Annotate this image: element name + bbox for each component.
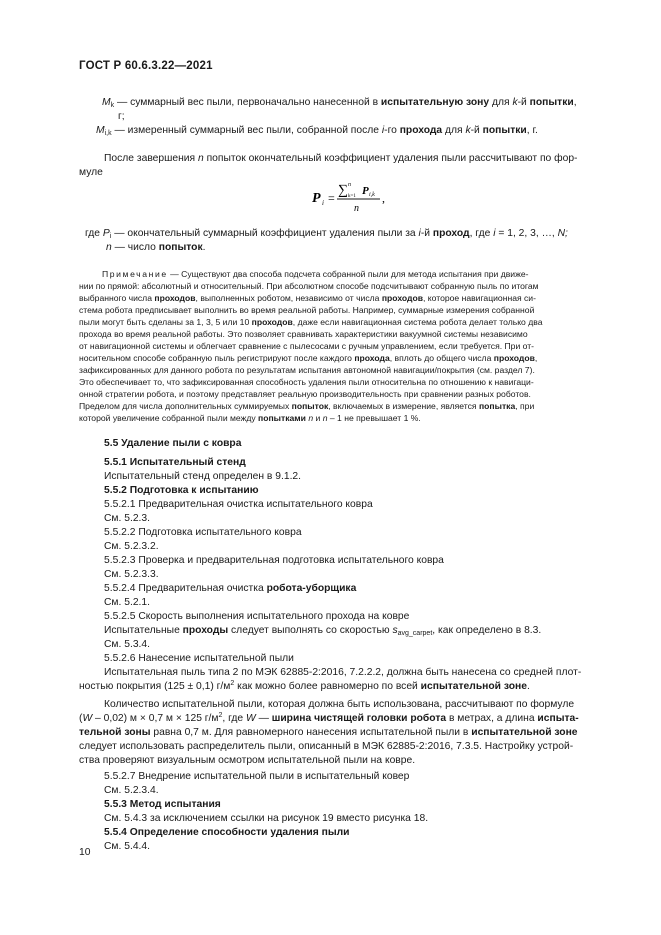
- note-line-11: онной стратегии робота, и поэтому представляет реальную производительность при сравнении разных роботов.: [79, 389, 531, 399]
- note-line-1: Примечание — Существуют два способа подсчета собранной пыли для метода испытания при движе-: [102, 269, 529, 279]
- page-number: 10: [79, 847, 91, 858]
- note-label: Примечание: [102, 269, 168, 279]
- quantity-line-2: (W – 0,02) м × 0,7 м × 125 $г/м^2$, где W — ширина чистящей головки робота в метрах, а длина испыта-: [79, 712, 579, 724]
- note-line-13: которой увеличение собранной пыли между попытками n и n – 1 не превышает 1 %.: [79, 413, 421, 423]
- section-5-5-2-7: 5.5.2.7 Внедрение испытательной пыли в испытательный ковер: [104, 771, 410, 782]
- where-line-1: где $P_i$ — окончательный суммарный коэффициент удаления пыли за i-й проход, где i = 1, 2, 3, …, N;: [85, 228, 568, 240]
- quantity-line-1: Количество испытательной пыли, которая должна быть использована, рассчитывают по формуле: [104, 699, 575, 710]
- intro-line-2: муле: [79, 167, 103, 178]
- section-5-5-2-1-ref: См. 5.2.3.: [104, 513, 150, 524]
- note-line-2: нии по прямой: абсолютный и относительный. При абсолютном способе подсчитывают собранную пыль по итогам: [79, 281, 539, 291]
- formula-term: P: [362, 185, 369, 197]
- section-5-5-1-text: Испытательный стенд определен в 9.1.2.: [104, 471, 302, 482]
- section-5-5-2-6: 5.5.2.6 Нанесение испытательной пыли: [104, 653, 294, 664]
- where-line-2: n — число попыток.: [106, 242, 206, 253]
- section-5-5-2-4-ref: См. 5.2.1.: [104, 597, 150, 608]
- note-line-5: пыли могут быть сделаны за 1, 3, 5 или 10 проходов, даже если навигационная система робота делает только два: [79, 317, 543, 327]
- formula-sum: ∑: [338, 183, 348, 198]
- formula-sum-lower: k=1: [348, 194, 356, 199]
- section-5-5-2-5: 5.5.2.5 Скорость выполнения испытательного прохода на ковре: [104, 611, 410, 622]
- formula-sum-upper: n: [348, 182, 351, 188]
- note-line-4: стема робота предписывает выполнить во время реальной работы. Например, суммарные измерения собранной: [79, 305, 535, 315]
- section-5-5-1-title: 5.5.1 Испытательный стенд: [104, 457, 246, 468]
- note-line-3: выбранного числа проходов, выполненных роботом, независимо от числа проходов, которое навигационная си-: [79, 293, 536, 303]
- note-line-8: носительном способе собранную пыль регистрируют после каждого прохода, вплоть до общего числа проходов,: [79, 353, 538, 363]
- definition-mik: $M_{i,k}$ — измеренный суммарный вес пыли, собранной после i-го прохода для k-й попытки, г.: [96, 125, 538, 137]
- section-5-5-2-4: 5.5.2.4 Предварительная очистка робота-уборщика: [104, 583, 357, 594]
- section-5-5-2-3: 5.5.2.3 Проверка и предварительная подготовка испытательного ковра: [104, 555, 444, 566]
- section-5-5-3-text: См. 5.4.3 за исключением ссылки на рисунок 19 вместо рисунка 18.: [104, 813, 429, 824]
- note-line-12: Пределом для числа дополнительных суммируемых попыток, включаемых в измерение, является попытка, при: [79, 401, 535, 411]
- note-line-6: прохода во время реальной работы. Это позволяет сравнивать характеристики вакуумной системы независимо: [79, 329, 528, 339]
- section-5-5-2-1: 5.5.2.1 Предварительная очистка испытательного ковра: [104, 499, 373, 510]
- formula-lhs: P: [312, 191, 321, 206]
- section-5-5-2-5-text: Испытательные проходы следует выполнять со скоростью $s_{avg\_carpet}$, как определено в 8.3.: [104, 625, 542, 637]
- quantity-line-3: тельной зоны равна 0,7 м. Для равномерного нанесения испытательной пыли в испытательной зоне: [79, 727, 578, 738]
- formula-term-sub: i,k: [369, 192, 375, 198]
- section-5-5-4-title: 5.5.4 Определение способности удаления пыли: [104, 827, 350, 838]
- intro-line-1: После завершения n попыток окончательный коэффициент удаления пыли рассчитывают по фор-: [104, 153, 578, 164]
- note-line-7: от навигационной системы и облегчает сравнение с пылесосами с ручным управлением, если требуется. При от-: [79, 341, 535, 351]
- formula-denominator: n: [354, 203, 359, 214]
- definition-mk: $M_k$ — суммарный вес пыли, первоначально нанесенной в испытательную зону для k-й попытки,: [102, 97, 577, 109]
- definition-mk-unit: г;: [118, 111, 125, 122]
- section-5-5-2-6-line-1: Испытательная пыль типа 2 по МЭК 62885-2:2016, 7.2.2.2, должна быть нанесена со средней плот-: [104, 667, 582, 678]
- quantity-line-4: следует использовать распределитель пыли, описанный в МЭК 62885-2:2016, 7.3.5. Настройку устрой-: [79, 741, 574, 752]
- removal-coefficient-formula: [310, 178, 400, 216]
- formula-equals: =: [328, 191, 335, 205]
- quantity-line-5: ства проверяют визуальным осмотром испытательной пыли на ковре.: [79, 755, 416, 766]
- section-5-5-3-title: 5.5.3 Метод испытания: [104, 799, 221, 810]
- section-5-5-2-5-ref: См. 5.3.4.: [104, 639, 150, 650]
- note-line-9: зафиксированных для данного робота по результатам испытания автономной навигации/покрытия (см. раздел 7).: [79, 365, 535, 375]
- section-5-5-2-2: 5.5.2.2 Подготовка испытательного ковра: [104, 527, 302, 538]
- section-5-5-4-text: См. 5.4.4.: [104, 841, 150, 852]
- section-5-5-2-title: 5.5.2 Подготовка к испытанию: [104, 485, 259, 496]
- section-5-5-2-6-line-2: ностью покрытия (125 ± 0,1) $г/м^2$ как можно более равномерно по всей испытательной зоне.: [79, 680, 530, 692]
- formula-lhs-sub: i: [322, 199, 324, 207]
- standard-header: ГОСТ Р 60.6.3.22—2021: [79, 60, 213, 72]
- section-5-5-2-7-ref: См. 5.2.3.4.: [104, 785, 159, 796]
- section-5-5-title: 5.5 Удаление пыли с ковра: [104, 438, 242, 449]
- section-5-5-2-3-ref: См. 5.2.3.3.: [104, 569, 159, 580]
- section-5-5-2-2-ref: См. 5.2.3.2.: [104, 541, 159, 552]
- note-line-10: Это обеспечивает то, что зафиксированная способность удаления пыли относительна по отношению к навигаци-: [79, 377, 534, 387]
- formula-comma: ,: [382, 191, 385, 205]
